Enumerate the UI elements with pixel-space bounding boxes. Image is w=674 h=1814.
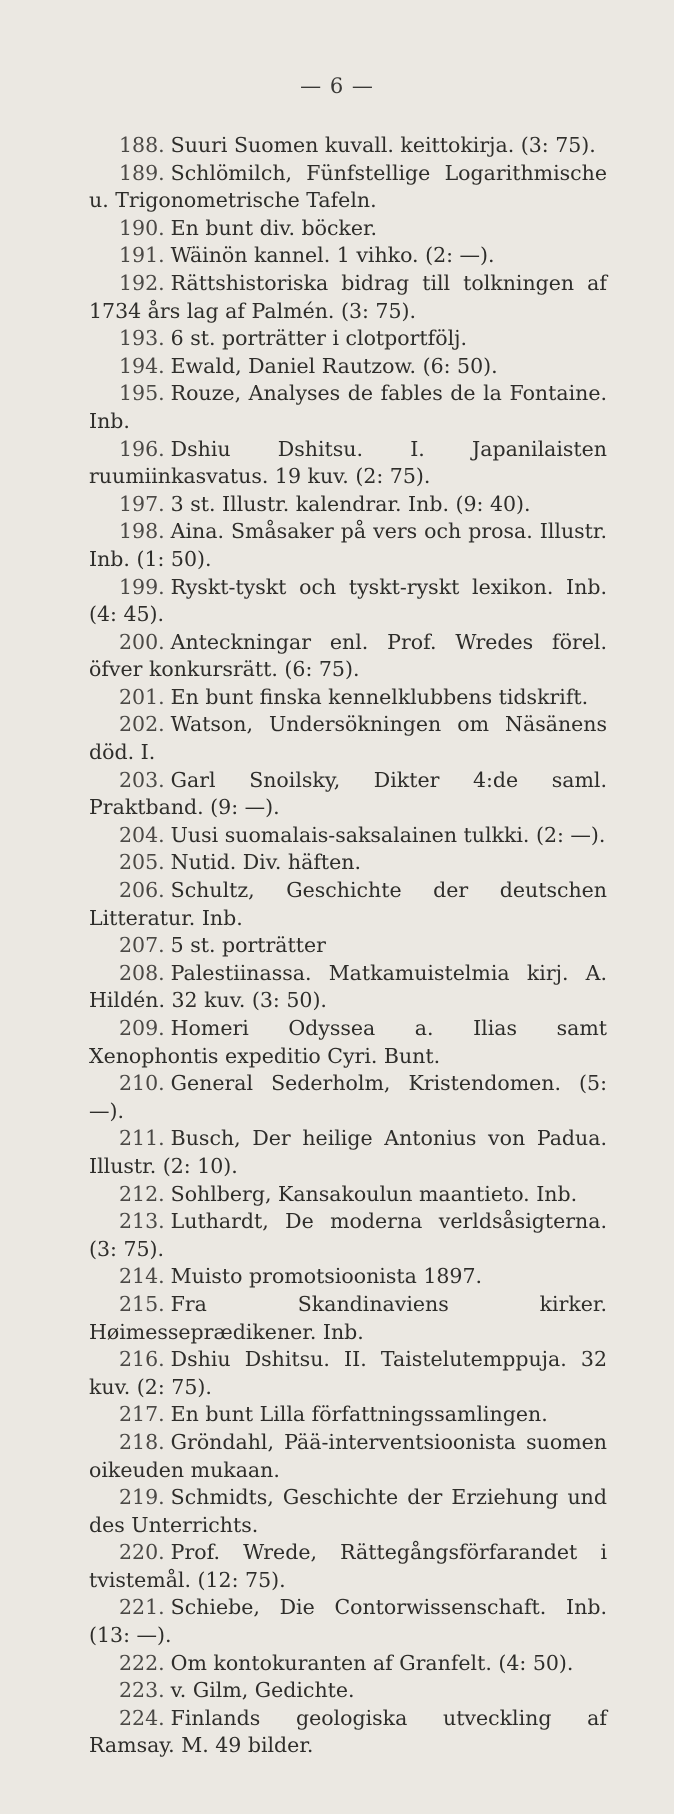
entry-number: 196.	[119, 436, 165, 461]
entry-number: 218.	[119, 1429, 165, 1454]
catalogue-entry	[89, 1125, 607, 1180]
entry-text: Aina. Småsaker på vers och prosa. Illustr. Inb. (1: 50).	[89, 519, 607, 571]
catalogue-entry	[89, 1677, 607, 1705]
entry-text: Busch, Der heilige Antonius von Padua. Illustr. (2: 10).	[89, 1126, 607, 1178]
entry-number: 209.	[119, 1016, 165, 1040]
entry-text: 3 st. Illustr. kalendrar. Inb. (9: 40).	[170, 491, 531, 516]
entry-text: Luthardt, De moderna verldsåsigterna. (3: 75).	[89, 1209, 607, 1261]
entry-number: 210.	[119, 1071, 165, 1096]
catalogue-entry	[89, 353, 607, 381]
entry-text: Schlömilch, Fünfstellige Logarithmische u. Trigonometrische Tafeln.	[89, 160, 607, 213]
entry-text: Schmidts, Geschichte der Erziehung und des Unterrichts.	[89, 1485, 607, 1537]
entry-number: 192.	[119, 270, 165, 295]
entry-number: 198.	[119, 519, 165, 544]
entry-number: 214.	[119, 1264, 165, 1289]
catalogue-entry	[89, 215, 607, 243]
entry-number: 197.	[119, 491, 165, 516]
entry-number: 190.	[119, 215, 165, 240]
entry-number: 215.	[119, 1291, 165, 1316]
entry-text: Suuri Suomen kuvall. keittokirja. (3: 75).	[170, 133, 596, 157]
catalogue-entry	[89, 1346, 607, 1401]
entry-text: 5 st. porträtter	[170, 933, 326, 958]
entry-number: 199.	[119, 574, 165, 599]
entry-number: 219.	[119, 1485, 165, 1510]
entry-text: v. Gilm, Gedichte.	[170, 1678, 355, 1703]
catalogue-entry	[89, 242, 607, 270]
entry-number: 216.	[119, 1347, 165, 1372]
entry-text: Palestiinassa. Matkamuistelmia kirj. A. Hildén. 32 kuv. (3: 50).	[89, 960, 607, 1013]
entry-text: Rouze, Analyses de fables de la Fontaine. Inb.	[89, 381, 607, 433]
catalogue-entry	[89, 1539, 607, 1594]
catalogue-entry	[89, 491, 607, 519]
entry-number: 223.	[119, 1678, 165, 1703]
entry-text: Fra Skandinaviens kirker. Høimesseprædikener. Inb.	[89, 1291, 607, 1344]
entry-number: 222.	[119, 1650, 165, 1675]
catalogue-entry	[89, 1429, 607, 1484]
entry-text: Sohlberg, Kansakoulun maantieto. Inb.	[170, 1181, 578, 1206]
catalogue-entry	[89, 1594, 607, 1649]
entry-text: Wäinön kannel. 1 vihko. (2: —).	[170, 243, 495, 268]
entry-number: 201.	[119, 684, 165, 709]
entry-text: En bunt finska kennelklubbens tidskrift.	[170, 684, 589, 709]
entry-text: En bunt div. böcker.	[170, 215, 378, 240]
catalogue-entry	[89, 325, 607, 353]
entry-text: Uusi suomalais-saksalainen tulkki. (2: —).	[170, 822, 606, 847]
catalogue-entry	[89, 1650, 607, 1678]
catalogue-entry	[89, 436, 607, 491]
entry-text: Dshiu Dshitsu. II. Taistelutemppuja. 32 kuv. (2: 75).	[89, 1347, 607, 1399]
entry-text: Gröndahl, Pää-interventsioonista suomen oikeuden mukaan.	[89, 1429, 607, 1482]
catalogue-entry	[89, 1484, 607, 1539]
catalogue-entry	[89, 1401, 607, 1429]
entry-number: 220.	[119, 1540, 165, 1565]
entry-number: 193.	[119, 326, 165, 351]
entry-number: 206.	[119, 878, 165, 903]
catalogue-entry	[89, 684, 607, 712]
catalogue-entry	[89, 1291, 607, 1346]
catalogue-entry	[89, 270, 607, 325]
entry-text: En bunt Lilla författningssamlingen.	[170, 1402, 548, 1427]
entry-number: 205.	[119, 850, 165, 875]
entry-number: 200.	[119, 629, 165, 654]
entry-text: Garl Snoilsky, Dikter 4:de saml. Praktband. (9: —).	[89, 767, 607, 820]
entry-number: 221.	[119, 1595, 165, 1620]
catalogue-entry	[89, 849, 607, 877]
entry-number: 202.	[119, 712, 165, 737]
catalogue-entry	[89, 822, 607, 850]
catalogue-entry	[89, 380, 607, 435]
entry-text: Ryskt-tyskt och tyskt-ryskt lexikon. Inb. (4: 45).	[89, 574, 607, 627]
entry-number: 213.	[119, 1209, 165, 1234]
catalogue-entry	[89, 932, 607, 960]
entry-number: 189.	[119, 160, 165, 185]
catalogue-entry	[89, 960, 607, 1015]
catalogue-entry	[89, 132, 607, 160]
entry-number: 217.	[119, 1402, 165, 1427]
page-number: — 6 —	[300, 74, 374, 98]
entry-text: Finlands geologiska utveckling af Ramsay. M. 49 bilder.	[89, 1705, 607, 1758]
entry-text: Om kontokuranten af Granfelt. (4: 50).	[170, 1650, 574, 1675]
catalogue-entry	[89, 629, 607, 684]
entry-number: 212.	[119, 1181, 165, 1206]
entry-number: 203.	[119, 767, 165, 792]
catalogue-entry	[89, 1263, 607, 1291]
catalogue-entry	[89, 1070, 607, 1125]
catalogue-entry	[89, 877, 607, 932]
entry-text: Schiebe, Die Contorwissenschaft. Inb. (13: —).	[89, 1595, 607, 1648]
catalogue-entry	[89, 1181, 607, 1209]
entry-number: 224.	[119, 1705, 165, 1730]
entry-number: 207.	[119, 933, 165, 958]
entry-text: Muisto promotsioonista 1897.	[170, 1264, 483, 1289]
entry-text: 6 st. porträtter i clotportfölj.	[170, 326, 468, 351]
entry-text: Anteckningar enl. Prof. Wredes förel. öfver konkursrätt. (6: 75).	[89, 629, 607, 682]
catalogue-entry	[89, 574, 607, 629]
catalogue-entry	[89, 1015, 607, 1070]
catalogue-entry	[89, 518, 607, 573]
entry-text: Prof. Wrede, Rättegångsförfarandet i tvistemål. (12: 75).	[89, 1540, 607, 1592]
catalogue-entries	[89, 132, 607, 1760]
entry-number: 195.	[119, 381, 165, 406]
catalogue-entry	[89, 1705, 607, 1760]
catalogue-entry	[89, 767, 607, 822]
entry-number: 211.	[119, 1126, 165, 1151]
entry-number: 208.	[119, 960, 165, 985]
catalogue-entry	[89, 711, 607, 766]
entry-text: Watson, Undersökningen om Näsänens död. I.	[89, 712, 607, 765]
entry-number: 188.	[119, 133, 165, 157]
entry-text: Ewald, Daniel Rautzow. (6: 50).	[170, 353, 498, 378]
catalogue-entry	[89, 1208, 607, 1263]
entry-number: 194.	[119, 353, 165, 378]
entry-text: Nutid. Div. häften.	[170, 850, 362, 875]
entry-text: Homeri Odyssea a. Ilias samt Xenophontis expeditio Cyri. Bunt.	[89, 1016, 607, 1068]
entry-number: 204.	[119, 822, 165, 847]
entry-text: General Sederholm, Kristendomen. (5: —).	[89, 1071, 607, 1123]
entry-text: Rättshistoriska bidrag till tolkningen af 1734 års lag af Palmén. (3: 75).	[89, 270, 607, 323]
catalogue-entry	[89, 160, 607, 215]
entry-number: 191.	[119, 243, 165, 268]
entry-text: Schultz, Geschichte der deutschen Litteratur. Inb.	[89, 878, 607, 930]
entry-text: Dshiu Dshitsu. I. Japanilaisten ruumiinkasvatus. 19 kuv. (2: 75).	[89, 436, 607, 489]
